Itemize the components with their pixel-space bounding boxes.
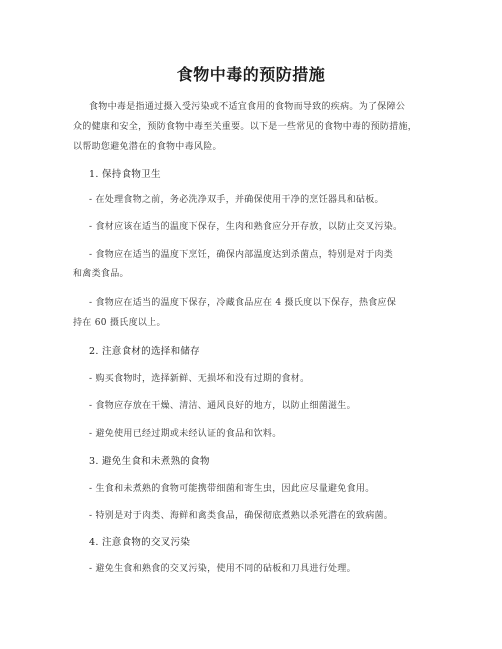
intro-line: 众的健康和安全，预防食物中毒至关重要。以下是一些常见的食物中毒的预防措施， xyxy=(73,122,418,132)
page-title: 食物中毒的预防措施 xyxy=(176,65,326,84)
list-item: - 避免生食和熟食的交叉污染，使用不同的砧板和刀具进行处理。 xyxy=(89,564,356,574)
section-heading: 1. 保持食物卫生 xyxy=(89,169,161,180)
list-item: - 食物应在适当的温度下烹饪，确保内部温度达到杀菌点，特别是对于肉类 xyxy=(89,250,394,260)
section-heading: 3. 避免生食和未煮熟的食物 xyxy=(89,456,210,467)
list-item: - 食物应存放在干燥、清洁、通风良好的地方，以防止细菌滋生。 xyxy=(89,401,356,411)
list-item: - 食物应在适当的温度下保存，冷藏食品应在 4 摄氏度以下保存，热食应保 xyxy=(89,298,397,308)
list-item: - 食材应该在适当的温度下保存，生肉和熟食应分开存放，以防止交叉污染。 xyxy=(89,222,403,232)
list-item-continuation: 和禽类食品。 xyxy=(73,269,129,279)
intro-line: 以帮助您避免潜在的食物中毒风险。 xyxy=(73,142,222,152)
list-item: - 生食和未煮熟的食物可能携带细菌和寄生虫，因此应尽量避免食用。 xyxy=(89,484,375,494)
list-item: - 在处理食物之前，务必洗净双手，并确保使用干净的烹饪器具和砧板。 xyxy=(89,195,384,205)
list-item: - 特别是对于肉类、海鲜和禽类食品，确保彻底煮熟以杀死潜在的致病菌。 xyxy=(89,511,394,521)
list-item: - 购买食物时，选择新鲜、无损坏和没有过期的食材。 xyxy=(89,374,310,384)
section-heading: 4. 注意食物的交叉污染 xyxy=(89,537,191,548)
list-item: - 避免使用已经过期或未经认证的食品和饮料。 xyxy=(89,429,282,439)
intro-line: 食物中毒是指通过摄入受污染或不适宜食用的食物而导致的疾病。为了保障公 xyxy=(89,102,406,112)
section-heading: 2. 注意食材的选择和储存 xyxy=(89,346,200,357)
list-item-continuation: 持在 60 摄氏度以上。 xyxy=(73,318,166,328)
